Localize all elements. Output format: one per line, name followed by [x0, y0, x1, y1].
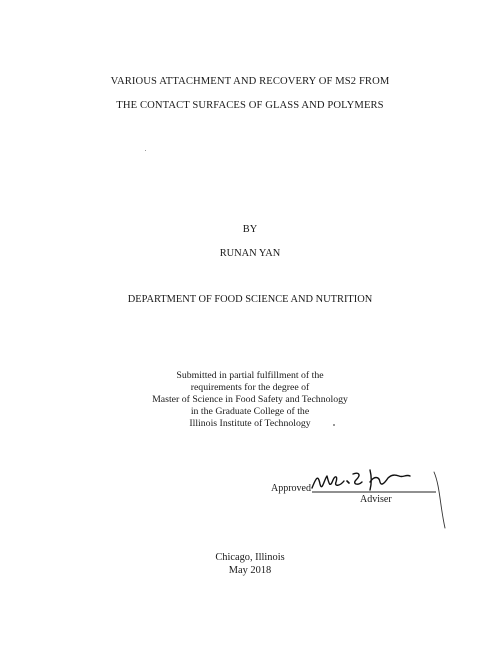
department-name: DEPARTMENT OF FOOD SCIENCE AND NUTRITION — [127, 294, 373, 305]
title-line-2: THE CONTACT SURFACES OF GLASS AND POLYMERS — [116, 100, 384, 111]
location: Chicago, Illinois — [215, 552, 285, 563]
submission-line: requirements for the degree of — [190, 382, 310, 394]
by-label: BY — [242, 224, 258, 235]
approved-label: Approved — [271, 483, 311, 494]
author-name: RUNAN YAN — [219, 248, 281, 259]
submission-statement — [0, 370, 500, 430]
submission-line: in the Graduate College of the — [190, 406, 310, 418]
submission-date: May 2018 — [228, 565, 272, 576]
scan-speck — [145, 150, 146, 151]
submission-line: Master of Science in Food Safety and Technology — [152, 394, 348, 406]
submission-line: Illinois Institute of Technology — [189, 418, 311, 430]
scan-speck — [333, 424, 335, 426]
submission-line: Submitted in partial fulfillment of the — [176, 370, 324, 381]
adviser-label: Adviser — [360, 494, 392, 505]
title-line-1: VARIOUS ATTACHMENT AND RECOVERY OF MS2 FROM — [110, 76, 390, 87]
